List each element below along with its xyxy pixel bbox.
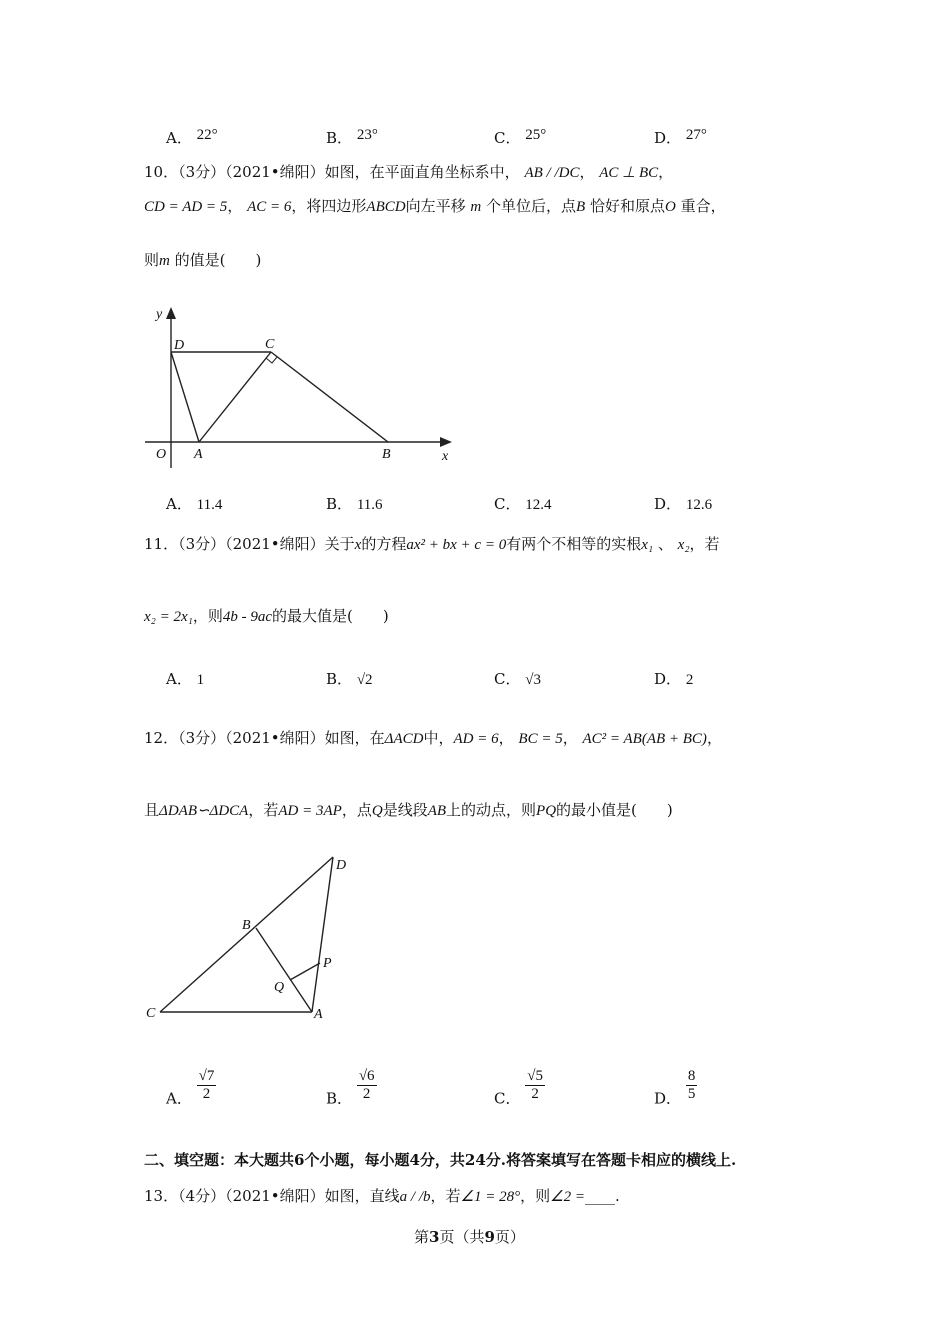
q11-option-b: B． √2 <box>326 670 373 688</box>
segment-ad <box>312 857 333 1012</box>
section-2-heading: 二、填空题：本大题共6个小题，每小题4分，共24分.将答案填写在答题卡相应的横线上. <box>144 1151 737 1169</box>
q11-option-c: C． √3 <box>494 670 541 688</box>
label-q: Q <box>274 980 285 995</box>
q12-figure <box>140 845 370 1030</box>
label-a: A <box>194 447 203 462</box>
q12-option-a: A． $\frac{√7}{2}$ <box>166 1068 215 1108</box>
segment-da <box>171 352 199 442</box>
q11-line-1: 11．（3分）（2021•绵阳）关于x的方程ax² + bx + c = 0有两个不相等的实根x₁ 、 x₂，若 <box>144 535 720 553</box>
right-angle-mark <box>266 357 277 363</box>
label-p: P <box>323 956 332 971</box>
q12-option-c-fraction: $\frac{√5}{2}$ <box>527 1068 543 1102</box>
q10-line-3: 则m 的值是( ) <box>144 251 262 269</box>
q10-line-1: 10．（3分）（2021•绵阳）如图，在平面直角坐标系中， AB / /DC， AC ⊥ BC， <box>144 163 674 181</box>
q11-option-d: D． 2 <box>654 670 694 688</box>
q11-option-a: A． 1 <box>166 670 205 688</box>
segment-pq <box>290 963 320 980</box>
segment-cb <box>271 352 388 442</box>
q10-option-b: B． 11.6 <box>326 495 383 513</box>
q12-line-1: 12．（3分）（2021•绵阳）如图，在ΔACD中，AD = 6， BC = 5， AC² = AB(AB + BC)， <box>144 729 722 747</box>
q10-option-d: D． 12.6 <box>654 495 713 513</box>
y-axis-arrow <box>166 307 176 319</box>
segment-ac <box>199 352 271 442</box>
q12-option-d: D． $\frac{8}{5}$ <box>654 1068 696 1108</box>
page-footer: 第3页（共9页） <box>414 1228 525 1246</box>
label-b: B <box>382 447 391 462</box>
label-b: B <box>242 918 251 933</box>
x-axis-arrow <box>440 437 452 447</box>
q10-option-a: A． 11.4 <box>166 495 223 513</box>
label-a: A <box>314 1007 323 1022</box>
label-y: y <box>156 307 163 322</box>
label-d: D <box>336 858 347 873</box>
q13-line-1: 13．（4分）（2021•绵阳）如图，直线a / /b，若∠1 = 28°，则∠2 =____. <box>144 1187 620 1205</box>
segment-cd <box>160 857 333 1012</box>
q9-option-b: B． 23° <box>326 127 378 147</box>
q12-option-b: B． $\frac{√6}{2}$ <box>326 1068 375 1108</box>
q10-figure <box>140 300 470 470</box>
q10-line-2: CD = AD = 5， AC = 6，将四边形ABCD向左平移 m 个单位后，点B 恰好和原点O 重合， <box>144 197 726 215</box>
q12-option-b-fraction: $\frac{√6}{2}$ <box>358 1068 375 1102</box>
segment-ab <box>256 928 312 1012</box>
q10-option-c: C． 12.4 <box>494 495 552 513</box>
label-c: C <box>265 337 275 352</box>
label-x: x <box>442 449 449 464</box>
q12-option-d-fraction: $\frac{8}{5}$ <box>687 1068 696 1102</box>
q12-line-2: 且ΔDAB∽ΔDCA，若AD = 3AP，点Q是线段AB上的动点，则PQ的最小值是( ) <box>144 801 673 819</box>
label-c: C <box>146 1006 156 1021</box>
q12-option-c: C． $\frac{√5}{2}$ <box>494 1068 543 1108</box>
q9-option-c: C． 25° <box>494 127 547 147</box>
q9-option-d: D． 27° <box>654 127 707 147</box>
q11-line-2: x₂ = 2x₁，则4b - 9ac的最大值是( ) <box>144 607 389 625</box>
label-d: D <box>174 338 185 353</box>
q9-option-a: A． 22° <box>166 127 218 147</box>
label-o: O <box>156 447 167 462</box>
q12-option-a-fraction: $\frac{√7}{2}$ <box>198 1068 215 1102</box>
